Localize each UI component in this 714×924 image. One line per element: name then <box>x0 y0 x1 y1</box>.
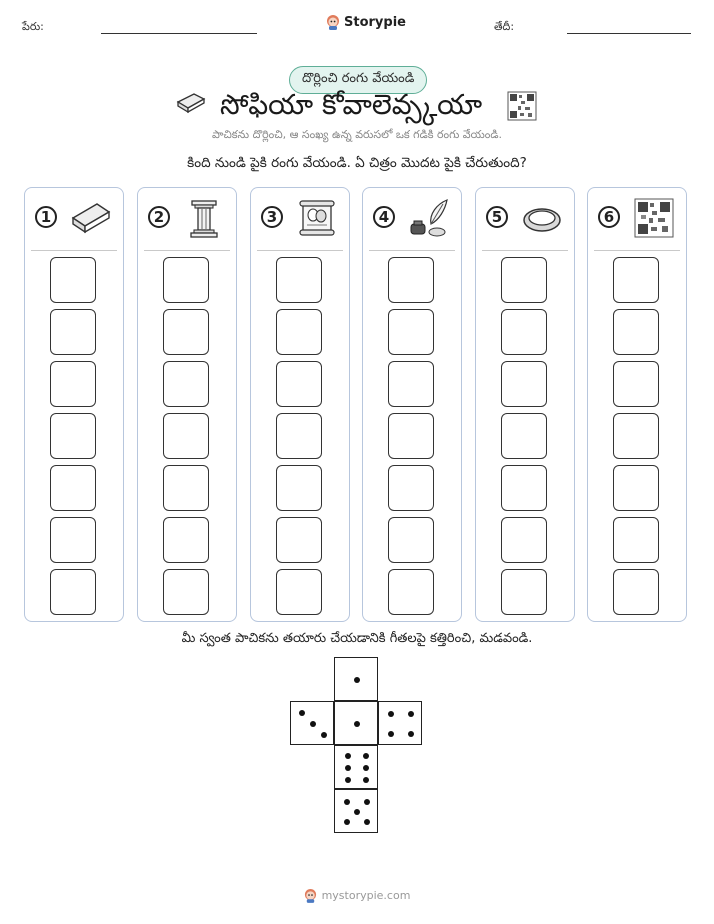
color-box[interactable] <box>501 465 547 511</box>
dice-pip <box>299 710 305 716</box>
color-box[interactable] <box>163 413 209 459</box>
color-box[interactable] <box>50 309 96 355</box>
dice-face <box>290 701 334 745</box>
color-box[interactable] <box>50 517 96 563</box>
quill-inkwell-icon <box>407 198 451 238</box>
dice-pip <box>364 819 370 825</box>
color-box-stack <box>50 257 98 621</box>
column-pillar-icon <box>182 198 226 238</box>
color-box[interactable] <box>388 257 434 303</box>
column-divider <box>594 250 680 251</box>
date-field[interactable] <box>567 33 691 34</box>
column-number: 4 <box>373 206 395 228</box>
qr-code-icon <box>632 198 676 238</box>
color-box-stack <box>501 257 549 621</box>
race-column <box>587 187 687 622</box>
color-box[interactable] <box>276 361 322 407</box>
color-box[interactable] <box>613 465 659 511</box>
activity-instruction: కింది నుండి పైకి రంగు వేయండి. ఏ చిత్రం మొదట పైకి చేరుతుంది? <box>187 155 527 171</box>
column-divider <box>257 250 343 251</box>
name-label: పేరు: <box>22 20 44 33</box>
brand-logo <box>326 14 406 30</box>
activity-subtitle: పాచికను దొర్లించి, ఆ సంఖ్య ఉన్న వరుసలో ఒక గడికి రంగు వేయండి. <box>212 128 502 141</box>
dice-face <box>334 701 378 745</box>
dice-net-caption: మీ స్వంత పాచికను తయారు చేయడానికి గీతలపై కత్తిరించి, మడవండి. <box>181 631 533 646</box>
column-number: 5 <box>486 206 508 228</box>
color-box[interactable] <box>163 517 209 563</box>
activity-type-pill: దొర్లించి రంగు వేయండి <box>289 66 427 94</box>
color-box[interactable] <box>501 569 547 615</box>
scroll-masks-icon <box>295 198 339 238</box>
color-box[interactable] <box>501 309 547 355</box>
color-box[interactable] <box>613 517 659 563</box>
dice-pip <box>363 765 369 771</box>
storypie-mascot-icon <box>304 888 317 903</box>
color-box[interactable] <box>613 413 659 459</box>
dice-pip <box>310 721 316 727</box>
color-box[interactable] <box>613 569 659 615</box>
color-box[interactable] <box>50 361 96 407</box>
color-box[interactable] <box>388 361 434 407</box>
color-box-stack <box>276 257 324 621</box>
color-box[interactable] <box>501 361 547 407</box>
race-column <box>250 187 350 622</box>
dice-pip <box>388 711 394 717</box>
color-box[interactable] <box>163 465 209 511</box>
dice-pip <box>363 753 369 759</box>
color-box[interactable] <box>276 465 322 511</box>
column-number: 3 <box>261 206 283 228</box>
dice-pip <box>345 753 351 759</box>
color-box[interactable] <box>163 569 209 615</box>
column-divider <box>482 250 568 251</box>
dice-pip <box>354 721 360 727</box>
dice-pip <box>408 711 414 717</box>
color-box[interactable] <box>613 361 659 407</box>
qr-code-icon <box>507 91 537 121</box>
color-box[interactable] <box>276 309 322 355</box>
column-divider <box>144 250 230 251</box>
column-number: 1 <box>35 206 57 228</box>
color-box[interactable] <box>163 361 209 407</box>
color-box[interactable] <box>388 465 434 511</box>
dice-pip <box>364 799 370 805</box>
color-box[interactable] <box>613 309 659 355</box>
color-box[interactable] <box>276 517 322 563</box>
color-box[interactable] <box>388 413 434 459</box>
color-box[interactable] <box>388 309 434 355</box>
color-box[interactable] <box>501 517 547 563</box>
race-column <box>24 187 124 622</box>
date-label: తేదీ: <box>494 20 515 33</box>
color-box[interactable] <box>501 257 547 303</box>
color-box-stack <box>163 257 211 621</box>
race-column <box>137 187 237 622</box>
color-box[interactable] <box>50 257 96 303</box>
ring-icon <box>520 198 564 238</box>
footer-url[interactable]: mystorypie.com <box>321 889 411 902</box>
dice-pip <box>354 809 360 815</box>
color-box[interactable] <box>276 413 322 459</box>
column-divider <box>369 250 455 251</box>
dice-pip <box>388 731 394 737</box>
color-box[interactable] <box>163 257 209 303</box>
color-box[interactable] <box>388 569 434 615</box>
color-box[interactable] <box>50 569 96 615</box>
dice-face <box>378 701 422 745</box>
storypie-mascot-icon <box>326 14 340 30</box>
color-box[interactable] <box>388 517 434 563</box>
dice-face <box>334 657 378 701</box>
dice-pip <box>344 819 350 825</box>
footer <box>0 888 714 903</box>
column-number: 2 <box>148 206 170 228</box>
dice-pip <box>345 765 351 771</box>
color-box[interactable] <box>163 309 209 355</box>
page-title: సోఫియా కోవాలెవ్స్కయా <box>220 88 483 121</box>
race-column <box>362 187 462 622</box>
brand-name: Storypie <box>344 14 406 30</box>
color-box[interactable] <box>50 465 96 511</box>
color-box[interactable] <box>501 413 547 459</box>
dice-face <box>334 745 378 789</box>
name-field[interactable] <box>101 33 257 34</box>
dice-net[interactable] <box>290 657 424 835</box>
dice-pip <box>321 732 327 738</box>
dice-face <box>334 789 378 833</box>
color-box-stack <box>388 257 436 621</box>
book-icon <box>174 90 206 116</box>
dice-pip <box>345 777 351 783</box>
dice-pip <box>363 777 369 783</box>
column-divider <box>31 250 117 251</box>
race-column <box>475 187 575 622</box>
color-box-stack <box>613 257 661 621</box>
dice-pip <box>344 799 350 805</box>
color-box[interactable] <box>276 569 322 615</box>
book-icon <box>69 198 113 238</box>
dice-pip <box>408 731 414 737</box>
dice-pip <box>354 677 360 683</box>
color-box[interactable] <box>613 257 659 303</box>
color-box[interactable] <box>276 257 322 303</box>
color-box[interactable] <box>50 413 96 459</box>
column-number: 6 <box>598 206 620 228</box>
